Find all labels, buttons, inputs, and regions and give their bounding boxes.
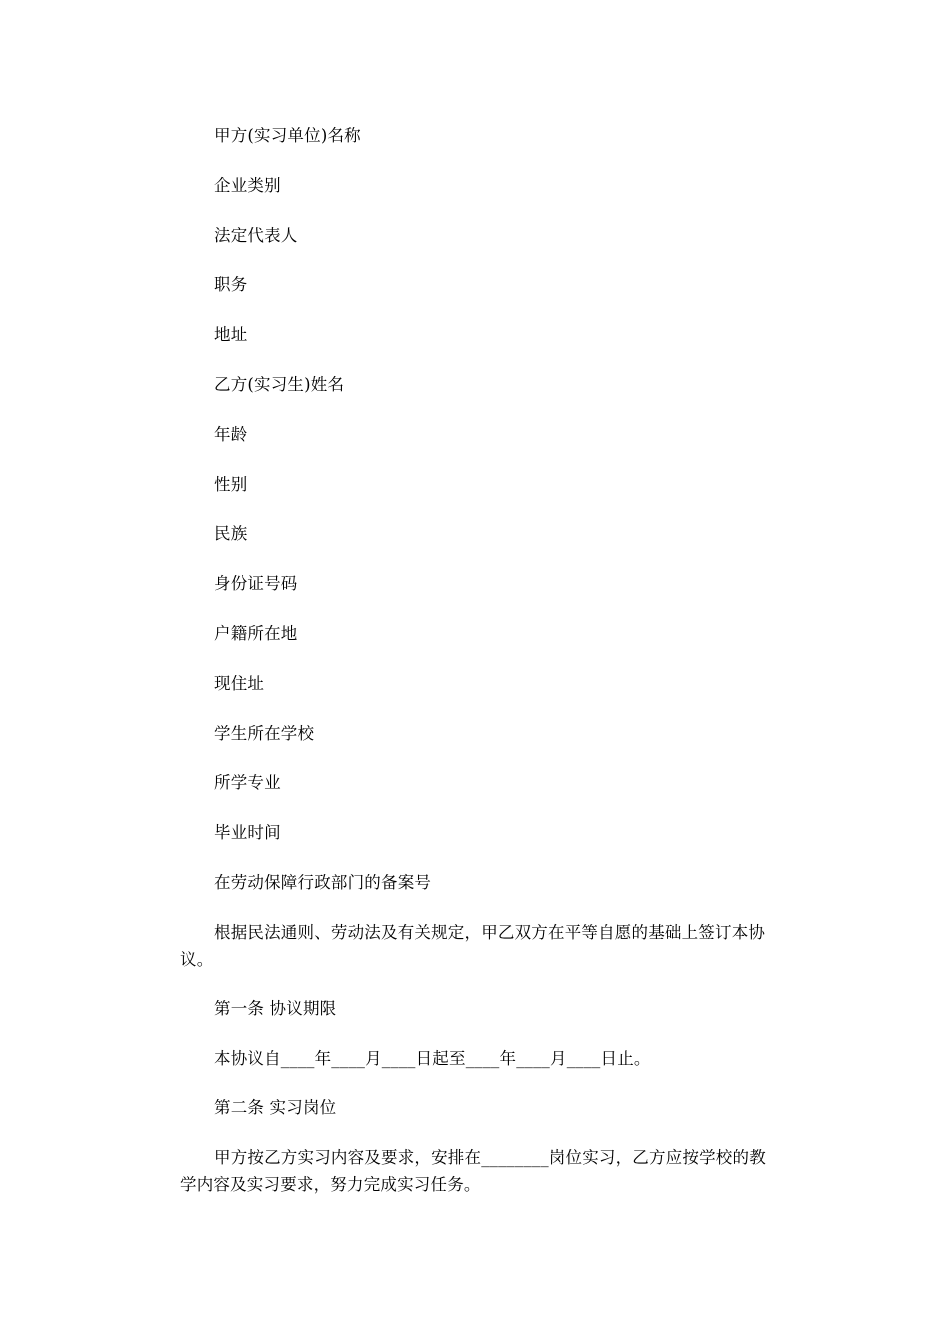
article-2-title: 第二条 实习岗位 <box>214 1098 337 1118</box>
field-party-b-name: 乙方(实习生)姓名 <box>214 374 345 394</box>
field-party-a-name: 甲方(实习单位)名称 <box>214 126 361 145</box>
field-school: 学生所在学校 <box>214 723 315 743</box>
field-major: 所学专业 <box>214 773 281 793</box>
field-position: 职务 <box>214 275 248 295</box>
intro-paragraph: 根据民法通则、劳动法及有关规定，甲乙双方在平等自愿的基础上签订本协议。 <box>180 922 766 969</box>
field-graduation-time: 毕业时间 <box>214 823 281 843</box>
field-company-type: 企业类别 <box>214 175 281 195</box>
field-id-number: 身份证号码 <box>214 574 298 594</box>
article-1-title: 第一条 协议期限 <box>214 998 337 1018</box>
field-age: 年龄 <box>214 424 248 444</box>
field-current-address: 现住址 <box>214 673 265 693</box>
field-filing-number: 在劳动保障行政部门的备案号 <box>214 872 432 892</box>
article-1-text: 本协议自____年____月____日起至____年____月____日止。 <box>214 1048 651 1068</box>
field-gender: 性别 <box>214 474 248 494</box>
field-household-location: 户籍所在地 <box>214 623 298 643</box>
field-ethnicity: 民族 <box>214 524 248 544</box>
field-address: 地址 <box>214 325 248 345</box>
document-body <box>180 122 775 1220</box>
field-legal-rep: 法定代表人 <box>214 225 298 245</box>
article-2-text: 甲方按乙方实习内容及要求，安排在________岗位实习，乙方应按学校的教学内容及实习要求，努力完成实习任务。 <box>180 1148 766 1195</box>
